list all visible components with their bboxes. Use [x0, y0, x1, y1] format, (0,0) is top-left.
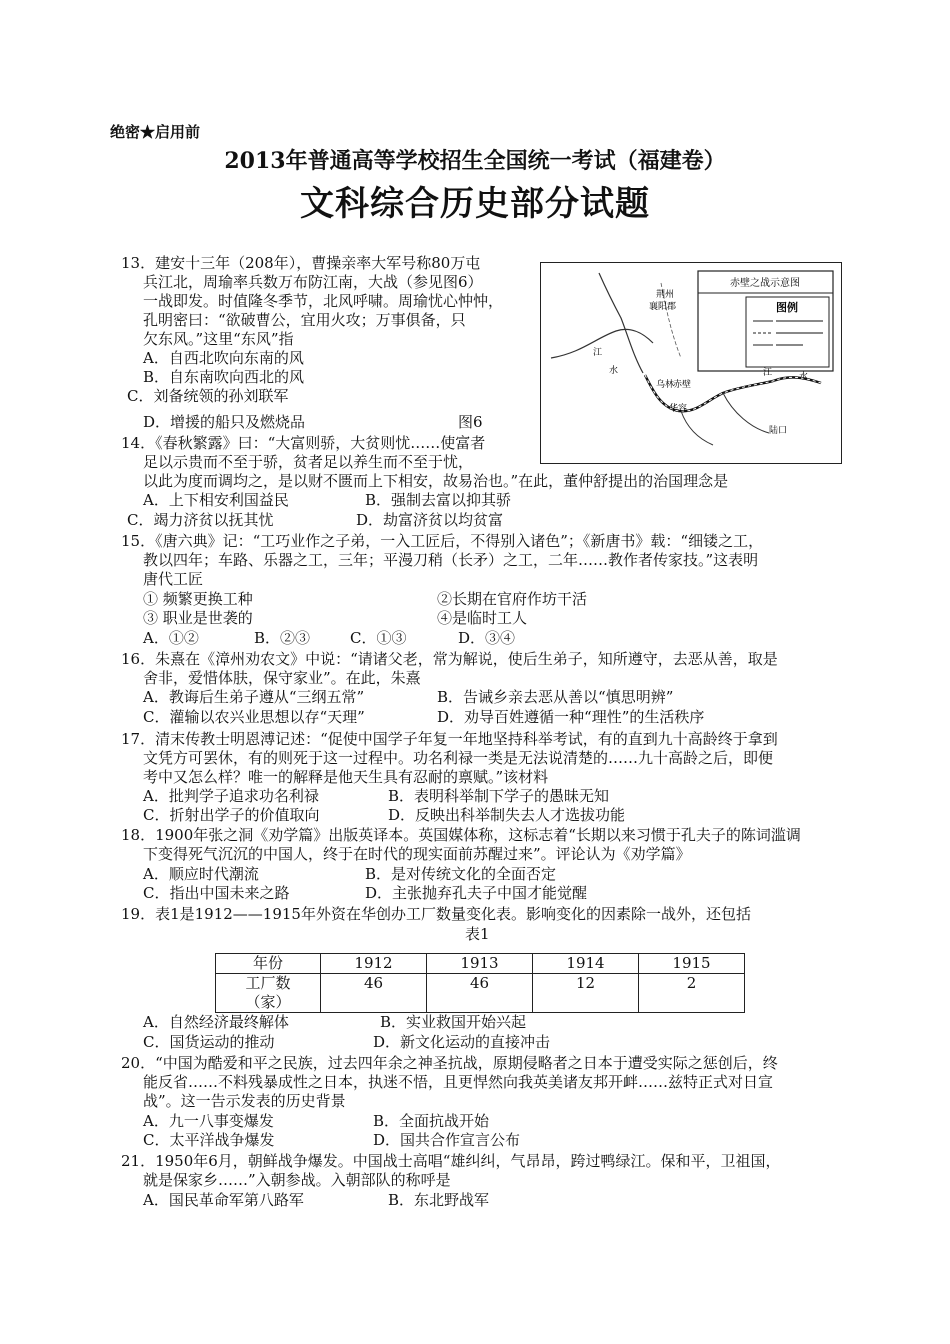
table-cell: 46 — [321, 974, 427, 1013]
text-line: ④是临时工人 — [437, 609, 528, 627]
text-line: ① 频繁更换工种 — [143, 590, 253, 608]
text-line: 孔明密曰：“欲破曹公，宜用火攻；万事俱备，只 — [143, 311, 466, 329]
text-line: 下变得死气沉沉的中国人，终于在时代的现实面前苏醒过来”。评论认为《劝学篇》 — [143, 845, 691, 863]
map-place-label: 乌林 — [656, 380, 675, 390]
table-cell: 46 — [427, 974, 533, 1013]
text-line: 教以四年；车路、乐器之工，三年；平漫刀稍（长矛）之工，二年……教作者传家技。”这表明 — [143, 551, 759, 569]
text-line: 15．《唐六典》记：“工巧业作之子弟，一入工匠后，不得别入诸色”；《新唐书》载：“细镂之工， — [121, 532, 764, 550]
map-place-label: 水 — [799, 372, 809, 382]
text-line: 表1 — [465, 925, 490, 943]
text-line: 兵江北，周瑜率兵数万布防江南，大战（参见图6） — [143, 273, 483, 291]
text-line: 足以示贵而不至于骄，贫者足以养生而不至于忧， — [143, 453, 474, 471]
text-line: 文凭方可罢休，有的则死于这一过程中。功名利禄一类是无法说清楚的……九十高龄之后，即便 — [143, 749, 774, 767]
map-place-label: 襄阳郡 — [649, 302, 677, 312]
text-line: C．太平洋战争爆发 — [143, 1131, 275, 1149]
table-cell: 2 — [639, 974, 745, 1013]
text-line: B．实业救国开始兴起 — [380, 1013, 527, 1031]
text-line: 21．1950年6月，朝鲜战争爆发。中国战士高唱“雄纠纠，气昂昂，跨过鸭绿江。保和平，卫祖国， — [121, 1152, 781, 1170]
text-line: C．竭力济贫以抚其忧 — [127, 511, 274, 529]
text-line: D．劝导百姓遵循一种“理性”的生活秩序 — [437, 708, 705, 726]
map-drawing — [541, 263, 841, 463]
table-cell: 年份 — [216, 954, 321, 974]
text-line: D．国共合作宣言公布 — [373, 1131, 521, 1149]
text-line: A．国民革命军第八路军 — [143, 1191, 304, 1209]
text-line: A．自然经济最终解体 — [143, 1013, 289, 1031]
text-line: B．全面抗战开始 — [373, 1112, 490, 1130]
text-line: A．批判学子追求功名利禄 — [143, 787, 319, 805]
text-line: C．①③ — [350, 629, 407, 647]
map-place-label: 华容 — [669, 404, 688, 414]
text-line: 13．建安十三年（208年），曹操亲率大军号称80万屯 — [121, 254, 481, 272]
text-line: 19．表1是1912——1915年外资在华创办工厂数量变化表。影响变化的因素除一战外，还包括 — [121, 905, 751, 923]
text-line: D．新文化运动的直接冲击 — [373, 1033, 551, 1051]
text-line: 17．清末传教士明恩溥记述：“促使中国学子年复一年地坚持科举考试，有的直到九十高龄终于拿到 — [121, 730, 778, 748]
paper-title: 文科综合历史部分试题 — [300, 184, 650, 224]
text-line: D．劫富济贫以均贫富 — [356, 511, 504, 529]
text-line: 欠东风。”这里“东风”指 — [143, 330, 294, 348]
map-title: 赤壁之战示意图 — [730, 278, 800, 289]
text-line: D．反映出科举制失去人才选拔功能 — [388, 806, 626, 824]
map-place-label: 荆州 — [656, 290, 675, 300]
exam-title: 2013年普通高等学校招生全国统一考试（福建卷） — [224, 148, 726, 174]
table-cell: 12 — [533, 974, 639, 1013]
text-line: A．上下相安利国益民 — [143, 491, 289, 509]
table-header-row — [216, 954, 745, 974]
text-line: D．③④ — [458, 629, 516, 647]
text-line: B．是对传统文化的全面否定 — [365, 865, 557, 883]
text-line: 舍非，爱惜体肤，保守家业”。在此，朱熹 — [143, 669, 421, 687]
factory-table — [215, 953, 745, 1013]
text-line: 16．朱熹在《漳州劝农文》中说：“请诸父老，常为解说，使后生弟子，知所遵守，去恶从善，取是 — [121, 650, 778, 668]
table-cell: 1913 — [427, 954, 533, 974]
text-line: A．教诲后生弟子遵从“三纲五常” — [143, 688, 365, 706]
map-legend-title: 图例 — [776, 301, 798, 314]
text-line: B．告诫乡亲去恶从善以“慎思明辨” — [437, 688, 674, 706]
figure-caption: 图6 — [458, 413, 483, 431]
map-place-label: 水 — [609, 366, 619, 376]
text-line: C．国货运动的推动 — [143, 1033, 275, 1051]
map-figure — [540, 262, 842, 464]
text-line: A．九一八事变爆发 — [143, 1112, 274, 1130]
map-place-label: 陆口 — [769, 426, 788, 436]
text-line: 就是保家乡……”入朝参战。入朝部队的称呼是 — [143, 1171, 451, 1189]
text-line: 考中又怎么样？唯一的解释是他天生具有忍耐的禀赋。”该材料 — [143, 768, 549, 786]
text-line: B．自东南吹向西北的风 — [143, 368, 305, 386]
text-line: A．自西北吹向东南的风 — [143, 349, 304, 367]
text-line: 唐代工匠 — [143, 570, 204, 588]
text-line: 18．1900年张之洞《劝学篇》出版英译本。英国媒体称，这标志着“长期以来习惯于孔夫子的陈词滥调 — [121, 826, 801, 844]
map-place-label: 赤壁 — [673, 380, 692, 390]
text-line: D．主张抛弃孔夫子中国才能觉醒 — [365, 884, 588, 902]
text-line: B．东北野战军 — [388, 1191, 490, 1209]
text-line: ②长期在官府作坊干活 — [437, 590, 588, 608]
text-line: D．增援的船只及燃烧品 — [143, 413, 306, 431]
text-line: A．①② — [143, 629, 199, 647]
text-line: ③ 职业是世袭的 — [143, 609, 253, 627]
secret-label: 绝密★启用前 — [110, 123, 201, 141]
table-row — [216, 974, 745, 1013]
text-line: C．灌输以农兴业思想以存“天理” — [143, 708, 365, 726]
text-line: B．强制去富以抑其骄 — [365, 491, 512, 509]
table-cell: 工厂数 （家） — [216, 974, 321, 1013]
text-line: C．折射出学子的价值取向 — [143, 806, 320, 824]
map-place-label: 江 — [763, 368, 773, 378]
text-line: 能反省……不料残暴成性之日本，执迷不悟，且更悍然向我英美诸友邦开衅……兹特正式对日宣 — [143, 1073, 774, 1091]
text-line: B．②③ — [254, 629, 311, 647]
table-cell: 1915 — [639, 954, 745, 974]
text-line: 以此为度而调均之，是以财不匮而上下相安，故易治也。”在此，董仲舒提出的治国理念是 — [143, 472, 729, 490]
table-cell: 1914 — [533, 954, 639, 974]
text-line: C．刘备统领的孙刘联军 — [127, 387, 289, 405]
text-line: 20．“中国为酷爱和平之民族，过去四年余之神圣抗战，原期侵略者之日本于遭受实际之惩创后，终 — [121, 1054, 778, 1072]
text-line: 14．《春秋繁露》曰：“大富则骄，大贫则忧……使富者 — [121, 434, 486, 452]
table-cell: 1912 — [321, 954, 427, 974]
text-line: C．指出中国未来之路 — [143, 884, 290, 902]
text-line: 战”。这一告示发表的历史背景 — [143, 1092, 346, 1110]
text-line: B．表明科举制下学子的愚昧无知 — [388, 787, 610, 805]
text-line: 一战即发。时值隆冬季节，北风呼啸。周瑜忧心忡忡， — [143, 292, 504, 310]
text-line: A．顺应时代潮流 — [143, 865, 259, 883]
map-place-label: 江 — [593, 348, 603, 358]
